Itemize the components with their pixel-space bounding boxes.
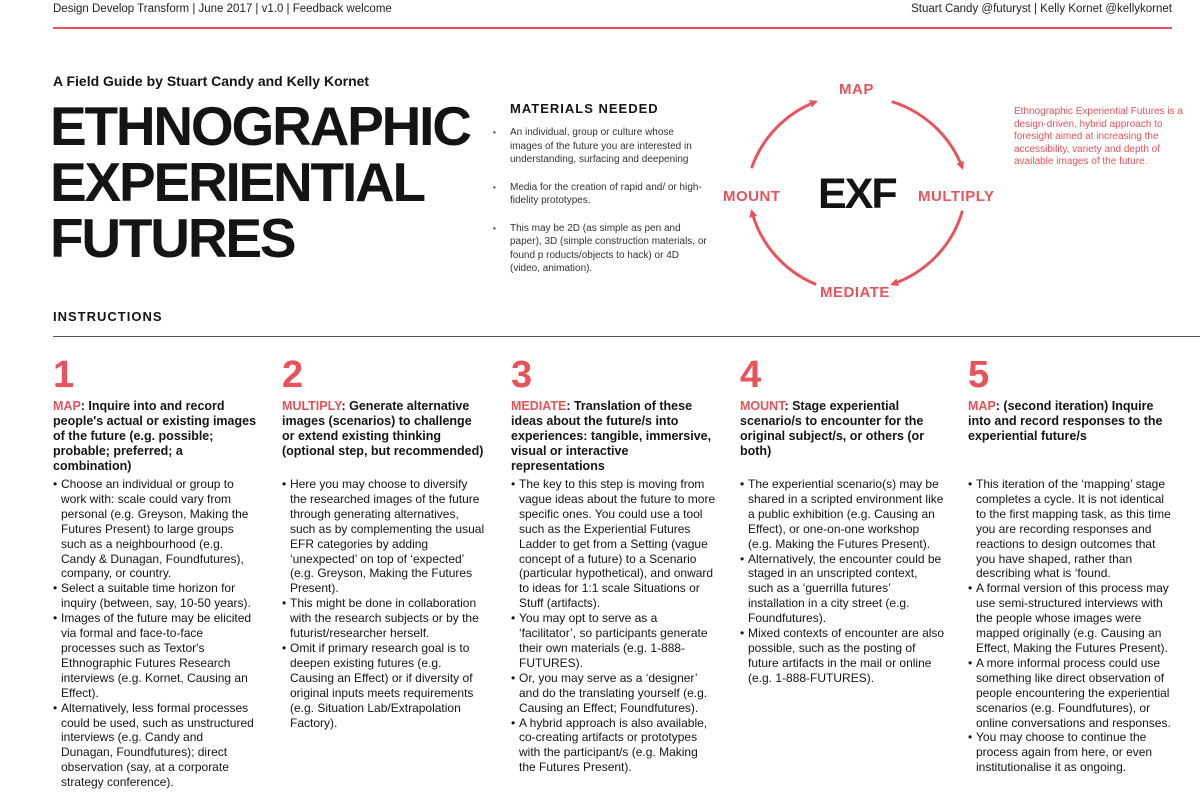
instructions-divider	[53, 336, 1200, 337]
step-bullet: • Images of the future may be elicited via formal and face-to-face processes such as Textor's Ethnographic Futures Research interviews (e.g. Kornet, Causing an Effect).	[53, 611, 258, 700]
step-number: 1	[53, 354, 75, 396]
step-bullet: • The experiential scenario(s) may be shared in a scripted environment like a public exhibition (e.g. Causing an Effect), or one-on-one workshop (e.g. Making the Futures Present).	[740, 477, 945, 552]
step-column-3	[511, 355, 716, 775]
step-bullet: • You may opt to serve as a ‘facilitator’, so participants generate their own materials (e.g. 1-888-FUTURES).	[511, 611, 716, 671]
page-title	[50, 95, 510, 269]
description: Ethnographic Experiential Futures is a design-driven, hybrid approach to foresight aimed at increasing the accessibility, variety and depth of available images of the future.	[1014, 106, 1183, 167]
title-line: ETHNOGRAPHIC	[50, 95, 470, 157]
step-column-2	[282, 355, 487, 730]
step-keyword: MAP	[53, 399, 81, 413]
step-heading	[740, 399, 945, 477]
step-bullets	[511, 477, 716, 775]
step-bullet: • You may choose to continue the process again from here, or even institutionalise it as ongoing.	[968, 730, 1173, 775]
step-column-5	[968, 355, 1173, 775]
step-heading-text: : Translation of these ideas about the future/s into experiences: tangible, immersive, visual or interactive representations	[511, 399, 712, 473]
step-keyword: MEDIATE	[511, 399, 567, 413]
step-heading-text: : (second iteration) Inquire into and record responses to the experiential future/s	[968, 399, 1163, 443]
arrow-map-to-multiply	[893, 102, 962, 167]
step-keyword: MULTIPLY	[282, 399, 342, 413]
title-line: FUTURES	[50, 207, 295, 269]
instructions-heading: INSTRUCTIONS	[53, 309, 163, 324]
step-bullet: • Omit if primary research goal is to deepen existing futures (e.g. Causing an Effect) or if diversity of original inputs meets requirements (e.g. Situation Lab/Extrapolation Factory).	[282, 641, 487, 730]
step-heading	[511, 399, 716, 477]
step-bullet: • Alternatively, less formal processes could be used, such as unstructured interviews (e.g. Candy and Dunagan, Foundfutures); direct observation (say, at a corporate strategy conference).	[53, 701, 258, 790]
arrow-mount-to-map	[752, 102, 815, 167]
step-number: 4	[740, 354, 762, 396]
cycle-label-mediate: MEDIATE	[820, 284, 890, 301]
header-divider	[53, 27, 1172, 29]
step-bullet: • Mixed contexts of encounter are also possible, such as the posting of future artifacts in the mail or online (e.g. 1-888-FUTURES).	[740, 626, 945, 686]
cycle-label-map: MAP	[839, 81, 874, 98]
materials-item: • An individual, group or culture whose images of the future you are interested in understanding, surfacing and deepening	[493, 126, 708, 167]
step-heading-text: : Stage experiential scenario/s to encounter for the original subject/s, or others (or both)	[740, 399, 925, 458]
step-bullets	[740, 477, 945, 686]
step-bullets	[282, 477, 487, 730]
header-right-text: Stuart Candy @futuryst | Kelly Kornet @kellykornet	[911, 3, 1172, 15]
arrow-mediate-to-mount	[752, 212, 815, 284]
cycle-diagram	[700, 72, 1010, 312]
top-bar	[53, 3, 1172, 25]
step-bullet: • A hybrid approach is also available, co-creating artifacts or prototypes with the participant/s (e.g. Making the Futures Present).	[511, 716, 716, 776]
step-keyword: MOUNT	[740, 399, 785, 413]
step-heading-text: : Inquire into and record people's actual or existing images of the future (e.g. possible; probable; preferred; a combination)	[53, 399, 257, 473]
step-bullets	[968, 477, 1173, 775]
step-keyword: MAP	[968, 399, 996, 413]
step-bullet: • A more informal process could use something like direct observation of people encountering the experiential scenarios (e.g. Foundfutures), or online conversations and responses.	[968, 656, 1173, 731]
step-heading	[282, 399, 487, 477]
step-bullet: • Choose an individual or group to work with: scale could vary from personal (e.g. Greyson, Making the Futures Present) to large groups such as a neighbourhood (e.g. Candy & Dunagan, Foundfutures), company, or country.	[53, 477, 258, 581]
step-heading-text: : Generate alternative images (scenarios) to challenge or extend existing thinking (optional step, but recommended)	[282, 399, 484, 458]
byline: A Field Guide by Stuart Candy and Kelly Kornet	[53, 73, 370, 89]
arrow-multiply-to-mediate	[893, 212, 962, 284]
step-bullet: • Alternatively, the encounter could be staged in an unscripted context, such as a ‘guerrilla futures’ installation in a city street (e.g. Foundfutures).	[740, 552, 945, 627]
step-heading	[53, 399, 258, 477]
step-number: 2	[282, 354, 304, 396]
step-bullet: • The key to this step is moving from vague ideas about the future to more specific ones. You could use a tool such as the Experiential Futures Ladder to get from a Setting (vague concept of a future) to a Scenario (particular hypothetical), and onward to ideas for 1:1 scale Situations or Stuff (artifacts).	[511, 477, 716, 611]
header-left-text: Design Develop Transform | June 2017 | v1.0 | Feedback welcome	[53, 3, 392, 15]
step-number: 5	[968, 354, 990, 396]
step-bullet: • A formal version of this process may use semi-structured interviews with the people whose images were mapped originally (e.g. Causing an Effect, Making the Futures Present).	[968, 581, 1173, 656]
materials-item: • Media for the creation of rapid and/ or high-fidelity prototypes.	[493, 181, 708, 208]
cycle-center-label: EXF	[818, 170, 896, 218]
materials-list	[493, 126, 708, 290]
step-bullet: • Here you may choose to diversify the researched images of the future through generating alternatives, such as by complementing the usual EFR categories by adding ‘unexpected’ on top of ‘expected’ (e.g. Greyson, Making the Futures Present).	[282, 477, 487, 596]
cycle-label-mount: MOUNT	[723, 188, 781, 205]
step-heading	[968, 399, 1173, 477]
step-bullet: • This might be done in collaboration with the research subjects or by the futurist/researcher herself.	[282, 596, 487, 641]
step-column-4	[740, 355, 945, 686]
step-bullet: • Select a suitable time horizon for inquiry (between, say, 10-50 years).	[53, 581, 258, 611]
title-line: EXPERIENTIAL	[50, 151, 424, 213]
step-bullet: • Or, you may serve as a ‘designer’ and do the translating yourself (e.g. Causing an Effect; Foundfutures).	[511, 671, 716, 716]
materials-heading: MATERIALS NEEDED	[510, 101, 659, 116]
step-bullets	[53, 477, 258, 790]
step-column-1	[53, 355, 258, 790]
materials-item: • This may be 2D (as simple as pen and paper), 3D (simple construction materials, or found p roducts/objects to hack) or 4D (video, animation).	[493, 222, 708, 276]
cycle-label-multiply: MULTIPLY	[918, 188, 995, 205]
step-bullet: • This iteration of the ‘mapping’ stage completes a cycle. It is not identical to the first mapping task, as this time you are recording responses and reactions to design outcomes that you have shaped, rather than describing what is ‘found.	[968, 477, 1173, 581]
step-number: 3	[511, 354, 533, 396]
